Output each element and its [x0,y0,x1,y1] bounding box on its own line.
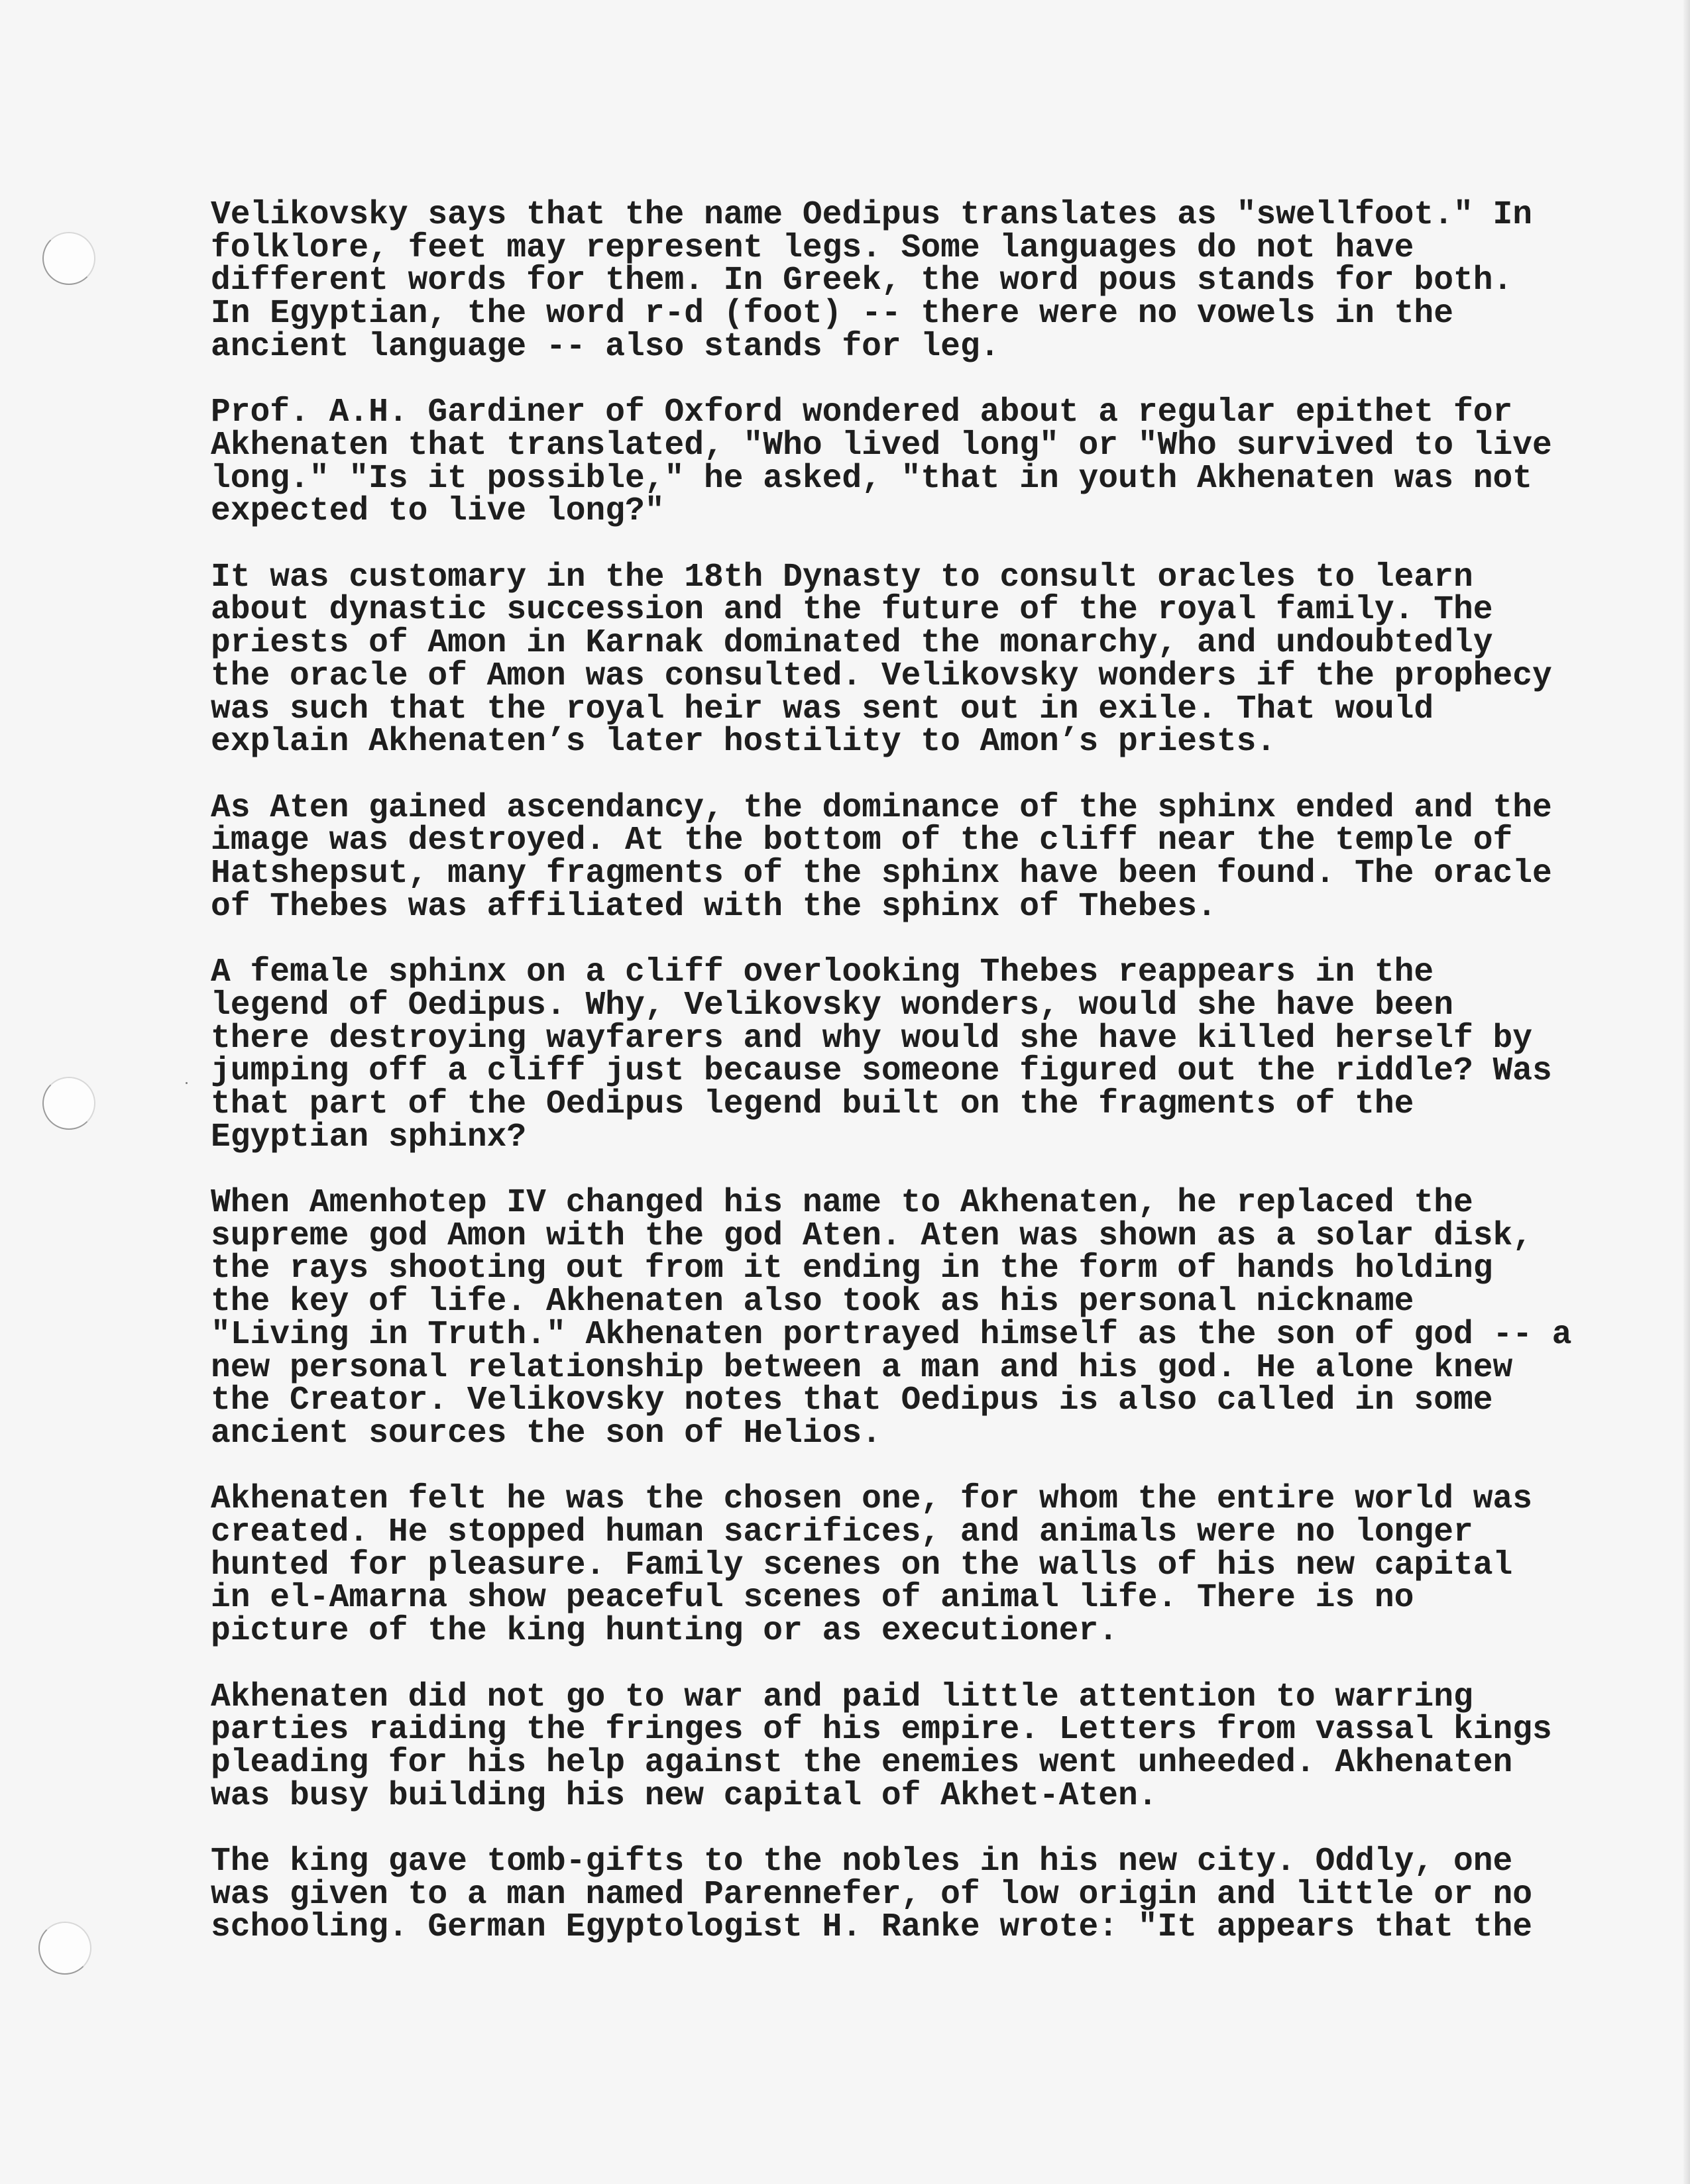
paragraph [211,789,1589,925]
text-line: jumping off a cliff just because someone figured out the riddle? Was [211,1052,1552,1090]
text-line: Hatshepsut, many fragments of the sphinx have been found. The oracle [211,855,1552,893]
punch-hole-middle [42,1077,95,1130]
text-line: When Amenhotep IV changed his name to Akhenaten, he replaced the [211,1184,1473,1222]
text-line: long." "Is it possible," he asked, "that in youth Akhenaten was not [211,459,1532,497]
text-line: of Thebes was affiliated with the sphinx of Thebes. [211,887,1217,925]
text-line: folklore, feet may represent legs. Some languages do not have [211,229,1414,266]
text-line: parties raiding the fringes of his empire. Letters from vassal kings [211,1711,1552,1749]
scan-speck [186,1082,188,1084]
paragraph [211,396,1589,528]
text-line: there destroying wayfarers and why would she have killed herself by [211,1019,1532,1057]
text-line: the key of life. Akhenaten also took as his personal nickname [211,1283,1414,1321]
text-line: created. He stopped human sacrifices, and animals were no longer [211,1513,1473,1551]
text-line: It was customary in the 18th Dynasty to consult oracles to learn [211,558,1473,596]
punch-hole-bottom [38,1922,91,1975]
page-edge-shadow [1683,0,1690,2184]
punch-hole-top [42,232,95,285]
text-line: new personal relationship between a man and his god. He alone knew [211,1348,1513,1386]
paragraph [211,558,1589,761]
text-line: Prof. A.H. Gardiner of Oxford wondered about a regular epithet for [211,394,1513,431]
text-line: schooling. German Egyptologist H. Ranke wrote: "It appears that the [211,1908,1532,1946]
text-line: was busy building his new capital of Akhet-Aten. [211,1776,1158,1814]
text-line: As Aten gained ascendancy, the dominance of the sphinx ended and the [211,789,1552,826]
text-line: ancient language -- also stands for leg. [211,327,1000,365]
text-line: in el-Amarna show peaceful scenes of animal life. There is no [211,1579,1414,1617]
paragraph [211,1480,1589,1650]
document-body [211,196,1589,1977]
text-line: the Creator. Velikovsky notes that Oedipus is also called in some [211,1382,1493,1419]
text-line: priests of Amon in Karnak dominated the monarchy, and undoubtedly [211,624,1493,662]
paragraph [211,1184,1589,1452]
text-line: Akhenaten did not go to war and paid little attention to warring [211,1678,1473,1716]
text-line: Akhenaten felt he was the chosen one, for whom the entire world was [211,1480,1532,1518]
text-line: that part of the Oedipus legend built on the fragments of the [211,1085,1414,1122]
text-line: The king gave tomb-gifts to the nobles in his new city. Oddly, one [211,1843,1513,1881]
text-line: the oracle of Amon was consulted. Velikovsky wonders if the prophecy [211,657,1552,694]
paragraph [211,956,1589,1154]
text-line: explain Akhenaten’s later hostility to Amon’s priests. [211,723,1276,761]
paragraph [211,1678,1589,1814]
text-line: hunted for pleasure. Family scenes on the walls of his new capital [211,1546,1513,1584]
text-line: supreme god Amon with the god Aten. Aten was shown as a solar disk, [211,1217,1532,1254]
text-line: Akhenaten that translated, "Who lived long" or "Who survived to live [211,426,1552,464]
text-line: pleading for his help against the enemies went unheeded. Akhenaten [211,1743,1513,1781]
text-line: was given to a man named Parennefer, of low origin and little or no [211,1875,1532,1913]
text-line: ancient sources the son of Helios. [211,1414,881,1452]
text-line: was such that the royal heir was sent out in exile. That would [211,690,1434,728]
text-line: about dynastic succession and the future of the royal family. The [211,591,1493,629]
text-line: the rays shooting out from it ending in the form of hands holding [211,1250,1493,1287]
paragraph [211,1845,1589,1944]
text-line: Egyptian sphinx? [211,1118,527,1156]
text-line: Velikovsky says that the name Oedipus translates as "swellfoot." In [211,196,1532,233]
text-line: "Living in Truth." Akhenaten portrayed himself as the son of god -- a [211,1315,1572,1353]
text-line: legend of Oedipus. Why, Velikovsky wonders, would she have been [211,986,1453,1024]
text-line: different words for them. In Greek, the word pous stands for both. [211,262,1513,300]
text-line: In Egyptian, the word r-d (foot) -- there were no vowels in the [211,295,1453,333]
text-line: picture of the king hunting or as executioner. [211,1612,1119,1650]
text-line: image was destroyed. At the bottom of the cliff near the temple of [211,822,1513,859]
text-line: expected to live long?" [211,492,665,530]
text-line: A female sphinx on a cliff overlooking Thebes reappears in the [211,954,1434,991]
paragraph [211,196,1589,365]
